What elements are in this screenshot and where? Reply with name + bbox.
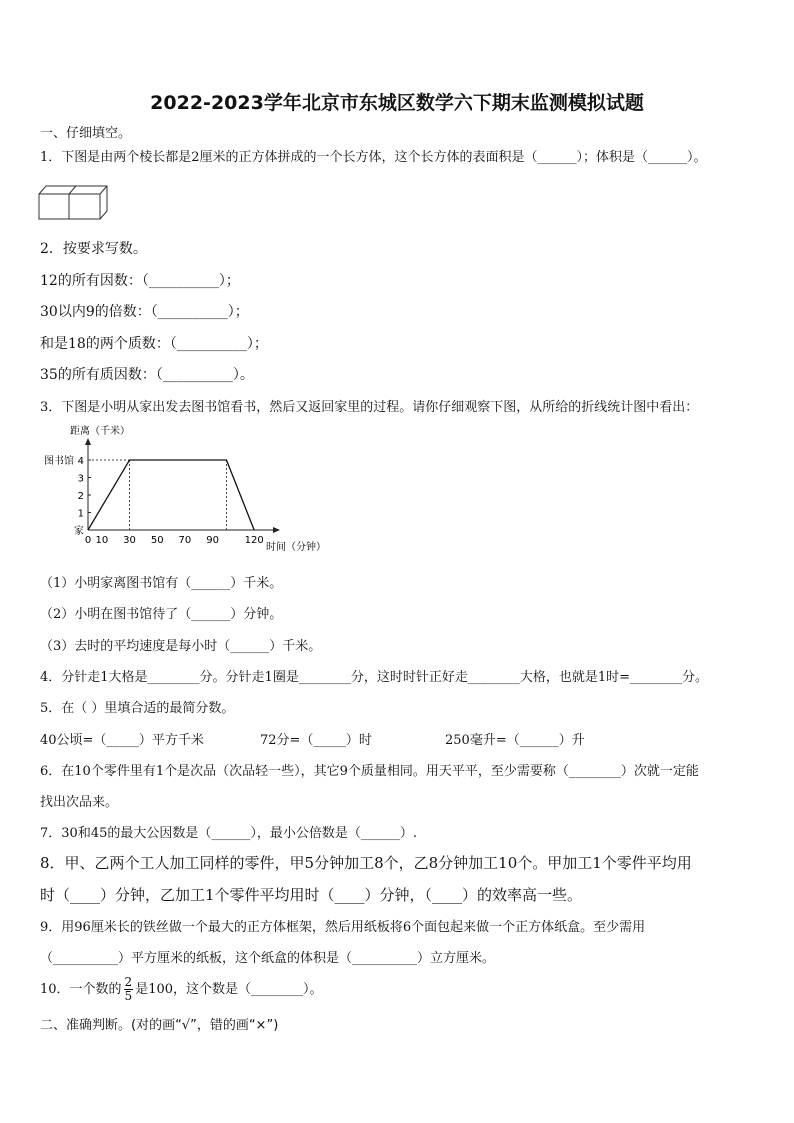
chart-y-tick-label: 2 (77, 491, 84, 502)
chart-x-tick-label: 50 (150, 535, 164, 546)
chart-y-axis-arrow (85, 438, 91, 445)
chart-y-tick-label: 4 (77, 456, 84, 467)
chart-x-axis-label: 时间（分钟） (266, 542, 326, 553)
chart-y-tick-label: 家 (74, 526, 84, 537)
chart-x-tick-label: 90 (206, 535, 219, 546)
question-3-stem: 3．下图是小明从家出发去图书馆看书，然后又返回家里的过程。请你仔细观察下图，从所给的折线统计图中看出： (40, 400, 699, 415)
question-10 (40, 976, 323, 1003)
distance-time-chart (38, 420, 328, 560)
chart-y-axis-label: 距离（千米） (70, 426, 130, 437)
question-3-sub-1: （1）小明家离图书馆有（______）千米。 (40, 576, 283, 591)
section-2-heading: 二、准确判断。(对的画“√”，错的画“×”) (40, 1018, 279, 1033)
fraction-denominator: 5 (124, 989, 133, 1003)
question-7: 7．30和45的最大公因数是（______），最小公倍数是（______）. (40, 826, 417, 841)
fraction-two-fifths (124, 976, 134, 1003)
chart-x-axis-arrow (273, 527, 280, 533)
chart-x-tick-label: 10 (95, 535, 109, 546)
chart-x-tick-label: 0 (84, 535, 92, 546)
question-10-prefix: 10．一个数的 (40, 982, 122, 997)
page-title: 2022-2023学年北京市东城区数学六下期末监测模拟试题 (150, 92, 644, 114)
question-5-item-2: 72分=（_____）时 (260, 733, 372, 748)
question-9-line-1: 9．用96厘米长的铁丝做一个最大的正方体框架，然后用纸板将6个面包起来做一个正方体纸盒。至少需用 (40, 920, 646, 935)
question-2-line-1: 12的所有因数：（__________）； (40, 273, 240, 289)
chart-x-tick-label: 30 (123, 535, 136, 546)
fraction-numerator: 2 (124, 975, 133, 989)
question-5-stem: 5．在（ ）里填合适的最简分数。 (40, 701, 235, 716)
chart-series-line (88, 460, 254, 530)
section-1-heading: 一、仔细填空。 (40, 126, 132, 141)
cuboid-figure (38, 182, 108, 222)
question-4: 4．分针走1大格是________分。分针走1圈是________分，这时时针正好走________大格，也就是1时=________分。 (40, 670, 708, 685)
question-8-line-1: 8．甲、乙两个工人加工同样的零件，甲5分钟加工8个，乙8分钟加工10个。甲加工1个零件平均用 (40, 854, 692, 872)
chart-y-tick-label: 3 (77, 473, 84, 485)
question-2-line-2: 30以内9的倍数：（__________）； (40, 304, 249, 320)
chart-x-tick-label: 120 (244, 535, 264, 546)
question-5-item-1: 40公顷=（_____）平方千米 (40, 733, 204, 748)
question-1: 1．下图是由两个棱长都是2厘米的正方体拼成的一个长方体，这个长方体的表面积是（______）；体积是（______）。 (40, 150, 707, 165)
question-5-item-3: 250毫升=（______）升 (445, 733, 585, 748)
question-6-line-2: 找出次品来。 (40, 795, 119, 810)
question-2-stem: 2．按要求写数。 (40, 241, 147, 257)
question-8-line-2: 时（____）分钟，乙加工1个零件平均用时（____）分钟，（____）的效率高一些。 (40, 886, 583, 904)
chart-y-tick-label: 1 (77, 508, 84, 520)
question-2-line-3: 和是18的两个质数：（__________）； (40, 336, 268, 352)
question-10-suffix: 是100，这个数是（________）。 (135, 982, 323, 997)
question-2-line-4: 35的所有质因数：（__________）。 (40, 367, 254, 383)
question-9-line-2: （__________）平方厘米的纸板，这个纸盒的体积是（__________）立方厘米。 (40, 951, 496, 966)
question-3-sub-2: （2）小明在图书馆待了（______）分钟。 (40, 607, 283, 622)
chart-y-top-label: 图书馆 (44, 456, 74, 467)
chart-x-tick-label: 70 (178, 535, 192, 546)
question-3-sub-3: （3）去时的平均速度是每小时（______）千米。 (40, 639, 322, 654)
cuboid-top-right-edges (39, 186, 107, 219)
question-6-line-1: 6．在10个零件里有1个是次品（次品轻一些），其它9个质量相同。用天平平，至少需要称（________）次就一定能 (40, 764, 699, 779)
